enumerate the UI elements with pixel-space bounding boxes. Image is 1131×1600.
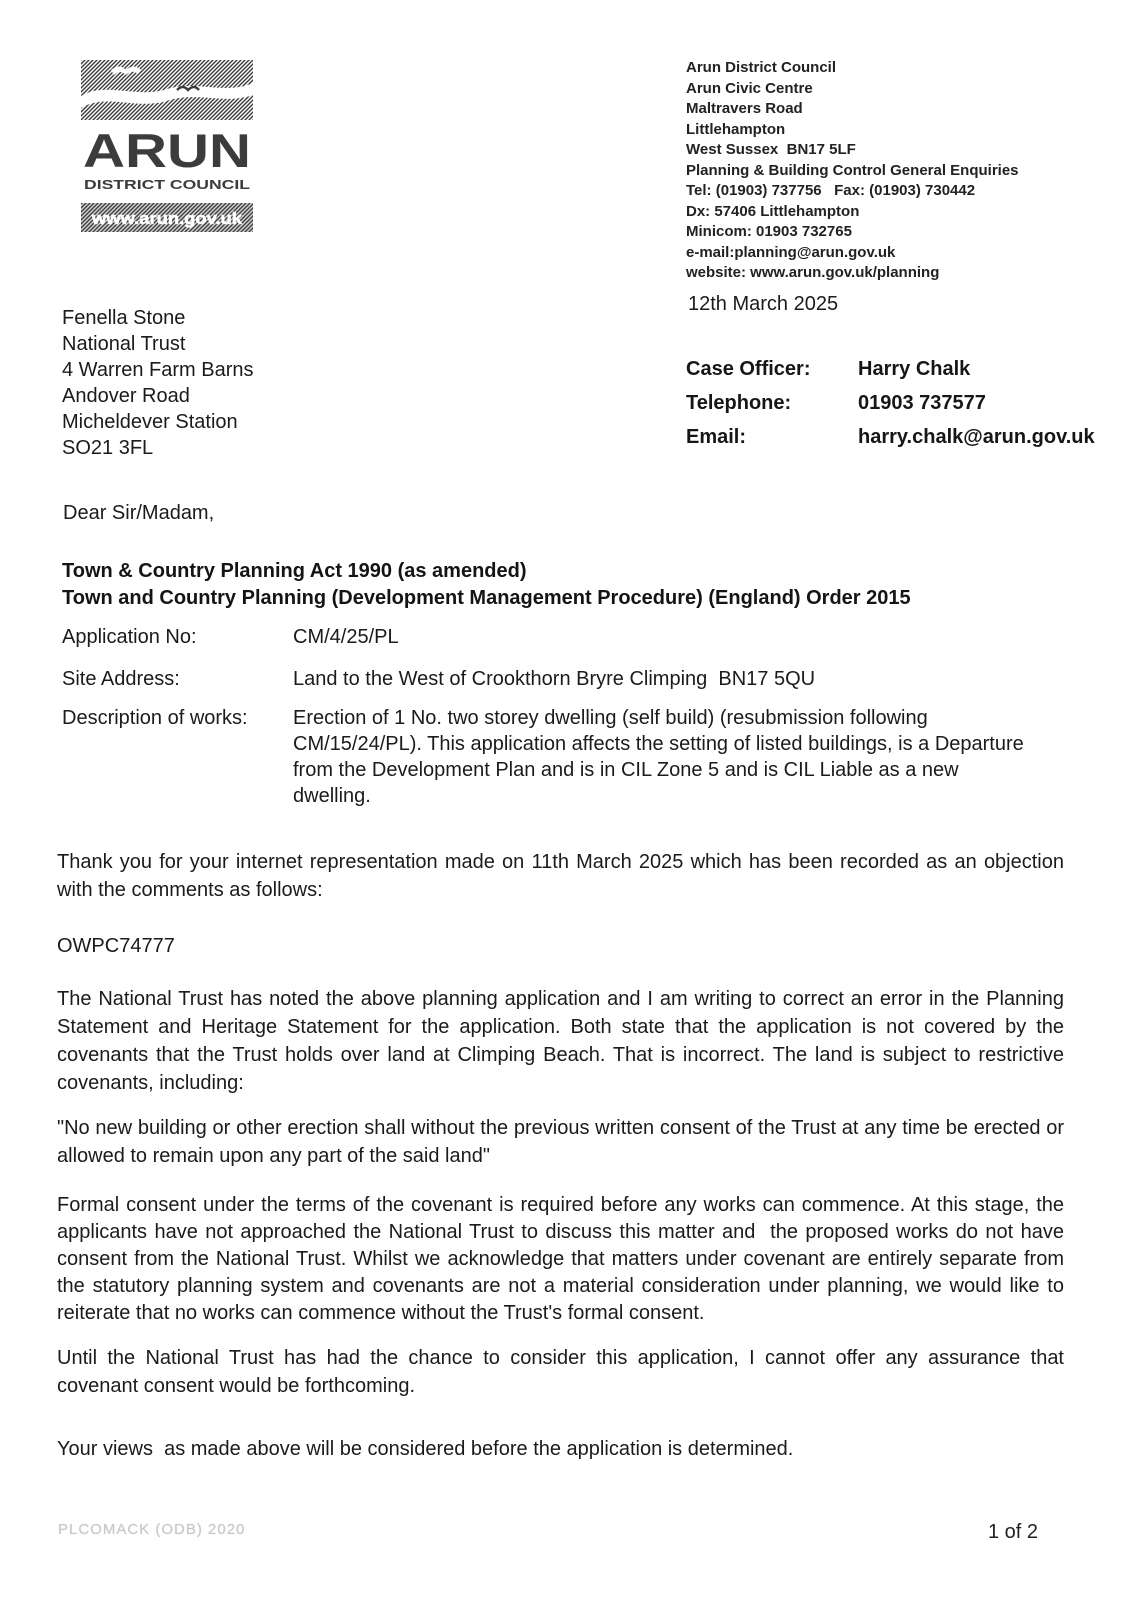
recipient-address-block <box>62 305 254 461</box>
email-row <box>686 424 1116 451</box>
contact-line-phone: Tel: (01903) 737756 Fax: (01903) 730442 <box>686 182 976 199</box>
contact-line-email: e-mail:planning@arun.gov.uk <box>686 243 896 261</box>
body-paragraph-thanks: Thank you for your internet representation made on 11th March 2025 which has been recorded as an objection with the comments as follows: <box>57 851 1070 901</box>
site-address-value: Land to the West of Crookthorn Bryre Climping BN17 5QU <box>293 668 816 690</box>
council-contact-block <box>686 58 1106 284</box>
email-label: Email: <box>686 426 747 448</box>
contact-line: Littlehampton <box>686 120 786 138</box>
telephone-label: Telephone: <box>686 392 792 414</box>
body-paragraph-error-correction: The National Trust has noted the above planning application and I am writing to correct an error in the Planning Statement and Heritage Statement for the application. Both state that the application is not covered by the covenants that the Trust holds over land at Climping Beach. That is incorrect. The land is subject to restrictive covenants, including: <box>57 988 1070 1094</box>
logo-wordmark: ARUN <box>83 124 251 177</box>
case-officer-label: Case Officer: <box>686 358 811 380</box>
recipient-postcode: SO21 3FL <box>62 437 154 459</box>
logo-website-banner <box>81 203 253 232</box>
contact-line: Planning & Building Control General Enquiries <box>686 161 1019 179</box>
case-officer-value: Harry Chalk <box>858 358 971 380</box>
recipient-address-line: Andover Road <box>62 385 190 407</box>
subject-line-act: Town & Country Planning Act 1990 (as amended) <box>62 560 527 582</box>
salutation: Dear Sir/Madam, <box>63 502 215 524</box>
recipient-address-line: Micheldever Station <box>62 411 238 433</box>
arun-council-logo <box>81 60 253 232</box>
telephone-value: 01903 737577 <box>858 392 986 414</box>
contact-line: Arun District Council <box>686 59 837 76</box>
contact-line: Maltravers Road <box>686 100 803 117</box>
case-officer-table <box>686 356 1116 458</box>
page-number: 1 of 2 <box>988 1521 1039 1543</box>
site-address-label: Site Address: <box>62 668 180 690</box>
body-reference-code: OWPC74777 <box>57 935 175 957</box>
subject-line-order: Town and Country Planning (Development Management Procedure) (England) Order 2015 <box>62 587 911 609</box>
contact-line: West Sussex BN17 5LF <box>686 141 856 158</box>
recipient-name: Fenella Stone <box>62 307 186 329</box>
application-no-label: Application No: <box>62 626 197 648</box>
logo-subtitle: DISTRICT COUNCIL <box>84 177 251 192</box>
contact-line-website: website: www.arun.gov.uk/planning <box>686 264 940 281</box>
description-of-works-row <box>62 705 1062 809</box>
site-address-row <box>62 666 1062 692</box>
svg-text:www.arun.gov.uk: www.arun.gov.uk <box>90 209 243 228</box>
contact-line: Dx: 57406 Littlehampton <box>686 202 860 220</box>
footer-doc-code: PLCOMACK (ODB) 2020 <box>58 1521 246 1538</box>
telephone-row <box>686 390 1116 417</box>
description-label: Description of works: <box>62 707 248 729</box>
application-no-row <box>62 624 1062 650</box>
case-officer-row <box>686 356 1116 383</box>
logo-banner-image <box>81 60 253 120</box>
body-paragraph-your-views: Your views as made above will be considered before the application is determined. <box>57 1438 794 1460</box>
description-value: Erection of 1 No. two storey dwelling (self build) (resubmission following CM/15/24/PL). This application affects the setting of listed buildings, is a Departure from the Development Plan and is in CIL Zone 5 and is CIL Liable as a new dwelling. <box>293 707 1030 807</box>
recipient-org: National Trust <box>62 333 186 355</box>
contact-line: Arun Civic Centre <box>686 79 813 97</box>
body-paragraph-formal-consent: Formal consent under the terms of the covenant is required before any works can commence. At this stage, the applicants have not approached the National Trust to discuss this matter and the proposed works do not have consent from the National Trust. Whilst we acknowledge that matters under covenant are entirely separate from the statutory planning system and covenants are not a material consideration under planning, we would like to reiterate that no works can commence without the Trust's formal consent. <box>57 1194 1070 1324</box>
email-value: harry.chalk@arun.gov.uk <box>858 426 1095 448</box>
body-paragraph-covenant-quote: "No new building or other erection shall without the previous written consent of the Trust at any time be erected or allowed to remain upon any part of the said land" <box>57 1117 1070 1167</box>
contact-line: Minicom: 01903 732765 <box>686 223 852 240</box>
application-no-value: CM/4/25/PL <box>293 626 399 648</box>
subject-heading <box>62 558 1072 612</box>
recipient-address-line: 4 Warren Farm Barns <box>62 359 254 381</box>
body-paragraph-no-assurance: Until the National Trust has had the chance to consider this application, I cannot offer any assurance that covenant consent would be forthcoming. <box>57 1347 1070 1397</box>
letter-date: 12th March 2025 <box>688 293 839 315</box>
